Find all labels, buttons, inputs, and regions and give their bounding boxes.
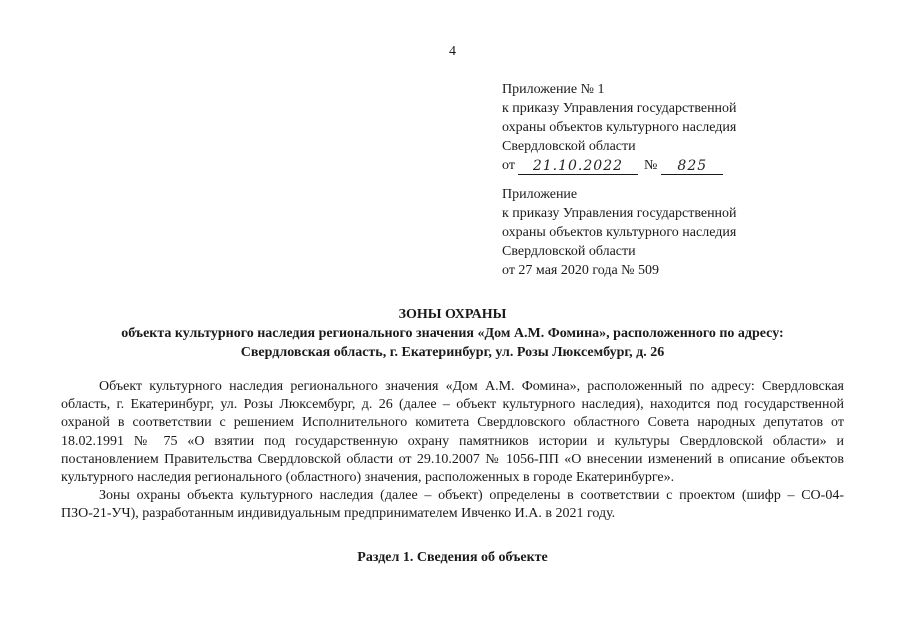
body-text xyxy=(61,378,844,524)
handwritten-date: 21.10.2022 xyxy=(518,158,638,175)
appendix-line: охраны объектов культурного наследия xyxy=(502,225,737,240)
paragraph: Зоны охраны объекта культурного наследия (далее – объект) определены в соответствии с проектом (шифр – СО-04-ПЗО-21-УЧ), разработанным индивидуальным предпринимателем Ивченко И.А. в 2021 году. xyxy=(61,488,844,522)
appendix-original-block xyxy=(502,185,842,280)
page-number: 4 xyxy=(449,44,456,59)
appendix-date-line: от 27 мая 2020 года № 509 xyxy=(502,263,660,278)
appendix-current-block xyxy=(502,80,842,175)
document-address: Свердловская область, г. Екатеринбург, ул. Розы Люксембург, д. 26 xyxy=(240,345,665,360)
number-prefix: № xyxy=(643,158,658,173)
appendix-line: охраны объектов культурного наследия xyxy=(502,120,737,135)
handwritten-order-number: 825 xyxy=(661,158,723,175)
section-heading: Раздел 1. Сведения об объекте xyxy=(357,550,548,565)
date-prefix: от xyxy=(502,158,515,173)
order-date-number-line xyxy=(502,156,842,175)
appendix-line: Свердловской области xyxy=(502,139,636,154)
document-title: ЗОНЫ ОХРАНЫ xyxy=(398,307,507,322)
appendix-title: Приложение № 1 xyxy=(502,82,605,97)
appendix-line: к приказу Управления государственной xyxy=(502,101,737,116)
document-title-block xyxy=(0,305,905,362)
appendix-title: Приложение xyxy=(502,187,578,202)
appendix-line: Свердловской области xyxy=(502,244,636,259)
appendix-line: к приказу Управления государственной xyxy=(502,206,737,221)
paragraph: Объект культурного наследия регионального значения «Дом А.М. Фомина», расположенный по адресу: Свердловская область, г. Екатеринбург, ул. Розы Люксембург, д. 26 (далее – объект культурного наследия), находится под государственной охраной в соответствии с решением Исполнительного комитета Свердловского областного Совета народных депутатов от 18.02.1991 № 75 «О взятии под государственную охрану памятников истории и культуры Свердловской области» и постановлением Правительства Свердловской области от 29.10.2007 № 1056-ПП «О внесении изменений в описание объектов культурного наследия регионального (областного) значения, расположенных в городе Екатеринбурге». xyxy=(61,379,844,486)
document-subtitle: объекта культурного наследия регионального значения «Дом А.М. Фомина», расположенного по адресу: xyxy=(121,326,784,341)
